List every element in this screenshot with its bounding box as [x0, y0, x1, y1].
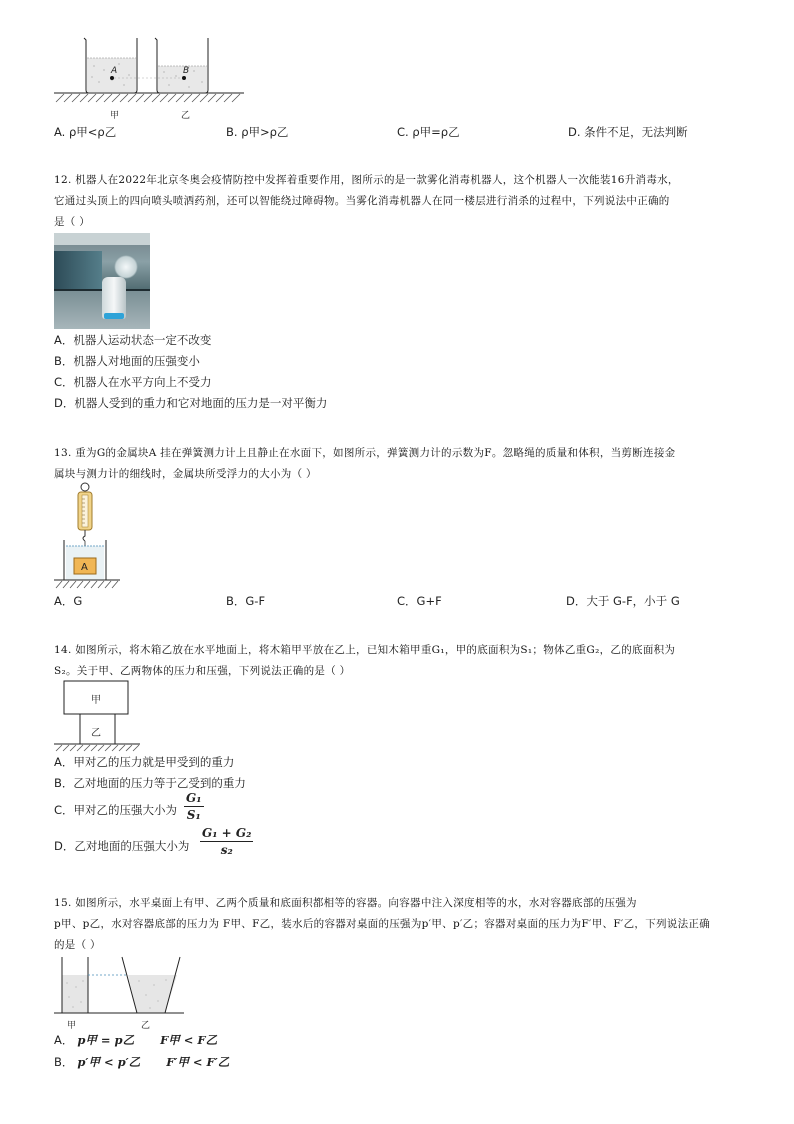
- q11-beakers-figure: [54, 30, 254, 105]
- q13-option-d[interactable]: D．大于 G-F，小于 G: [566, 594, 680, 608]
- q12-option-c[interactable]: C．机器人在水平方向上不受力: [54, 375, 212, 389]
- q14-frac-d-num: G₁ + G₂: [202, 826, 252, 840]
- q12-option-d[interactable]: D．机器人受到的重力和它对地面的压力是一对平衡力: [54, 396, 328, 410]
- q15-option-b[interactable]: [54, 1053, 229, 1071]
- q15-option-b-expr2: F′甲 < F′乙: [166, 1055, 230, 1069]
- q14-frac-c-num: G₁: [186, 791, 202, 805]
- q12-stem-line1: 12. 机器人在2022年北京冬奥会疫情防控中发挥着重要作用，图所示的是一款雾化消毒机器人，这个机器人一次能装16升消毒水，: [54, 174, 679, 186]
- q14-option-c[interactable]: C．甲对乙的压强大小为: [54, 803, 178, 817]
- q15-option-a[interactable]: [54, 1031, 217, 1049]
- q15-option-a-expr1: p甲 = p乙: [77, 1033, 135, 1047]
- q14-frac-c-den: S₁: [186, 808, 201, 822]
- q15-yi-label: 乙: [141, 1021, 151, 1031]
- q14-box-bottom-label: 乙: [91, 728, 101, 739]
- q12-robot-photo: [54, 233, 150, 329]
- q14-option-d-fraction: [200, 826, 253, 857]
- q15-stem-line2: p甲、p乙，水对容器底部的压力为 F甲、F乙，装水后的容器对桌面的压强为p′甲、p′乙；容器对桌面的压力为F′甲、F′乙，下列说法正确: [54, 918, 710, 930]
- q15-option-b-letter: B．: [54, 1055, 74, 1069]
- q14-frac-d-bar: [200, 841, 253, 842]
- q14-option-d[interactable]: D．乙对地面的压强大小为: [54, 839, 190, 853]
- q12-stem-line3: 是（ ）: [54, 216, 91, 228]
- q14-option-b[interactable]: B．乙对地面的压力等于乙受到的重力: [54, 776, 246, 790]
- q14-stem-line2: S₂。关于甲、乙两物体的压力和压强，下列说法正确的是（ ）: [54, 665, 351, 677]
- q14-frac-d-den: s₂: [220, 843, 233, 857]
- q13-block-label: A: [81, 562, 88, 573]
- q13-option-a[interactable]: A．G: [54, 594, 83, 608]
- q15-containers-figure: [54, 955, 184, 1017]
- q14-frac-c-bar: [184, 806, 204, 807]
- q11-option-a[interactable]: A. ρ甲<ρ乙: [54, 125, 117, 139]
- q14-stem: [54, 640, 744, 682]
- q14-option-a[interactable]: A．甲对乙的压力就是甲受到的重力: [54, 755, 235, 769]
- q14-box-top-label: 甲: [91, 695, 101, 706]
- q11-option-c[interactable]: C. ρ甲=ρ乙: [397, 125, 460, 139]
- q15-stem-line3: 的是（ ）: [54, 939, 101, 951]
- q12-stem: [54, 170, 744, 233]
- q11-jia-label: 甲: [110, 111, 120, 121]
- q14-option-c-fraction: [184, 791, 204, 822]
- q11-option-d[interactable]: D. 条件不足，无法判断: [568, 125, 688, 139]
- q15-option-a-letter: A．: [54, 1033, 74, 1047]
- q13-option-b[interactable]: B．G-F: [226, 594, 266, 608]
- q12-option-a[interactable]: A．机器人运动状态一定不改变: [54, 333, 212, 347]
- q15-stem-line1: 15. 如图所示，水平桌面上有甲、乙两个质量和底面积都相等的容器。向容器中注入深度相等的水，水对容器底部的压强为: [54, 897, 637, 909]
- q12-stem-line2: 它通过头顶上的四向喷头喷洒药剂，还可以智能绕过障碍物。当雾化消毒机器人在同一楼层进行消杀的过程中，下列说法中正确的: [54, 195, 670, 207]
- q13-stem-line1: 13. 重为G的金属块A 挂在弹簧测力计上且静止在水面下，如图所示，弹簧测力计的示数为F。忽略绳的质量和体积，当剪断连接金: [54, 447, 676, 459]
- q11-point-b-label: B: [183, 66, 190, 76]
- q15-option-a-expr2: F甲 < F乙: [160, 1033, 218, 1047]
- q13-spring-scale-figure: [54, 482, 124, 590]
- q12-option-b[interactable]: B．机器人对地面的压强变小: [54, 354, 200, 368]
- q14-stem-line1: 14. 如图所示，将木箱乙放在水平地面上，将木箱甲平放在乙上，已知木箱甲重G₁，甲的底面积为S₁；物体乙重G₂，乙的底面积为: [54, 644, 676, 656]
- q13-option-c[interactable]: C．G+F: [397, 594, 442, 608]
- q13-stem-line2: 属块与测力计的细线时，金属块所受浮力的大小为（ ）: [54, 468, 317, 480]
- q11-option-b[interactable]: B. ρ甲>ρ乙: [226, 125, 289, 139]
- q13-stem: [54, 443, 744, 485]
- q15-jia-label: 甲: [67, 1021, 77, 1031]
- q15-stem: [54, 893, 744, 956]
- q11-point-a-label: A: [111, 66, 118, 76]
- q15-option-b-expr1: p′甲 < p′乙: [77, 1055, 141, 1069]
- q11-yi-label: 乙: [181, 111, 191, 121]
